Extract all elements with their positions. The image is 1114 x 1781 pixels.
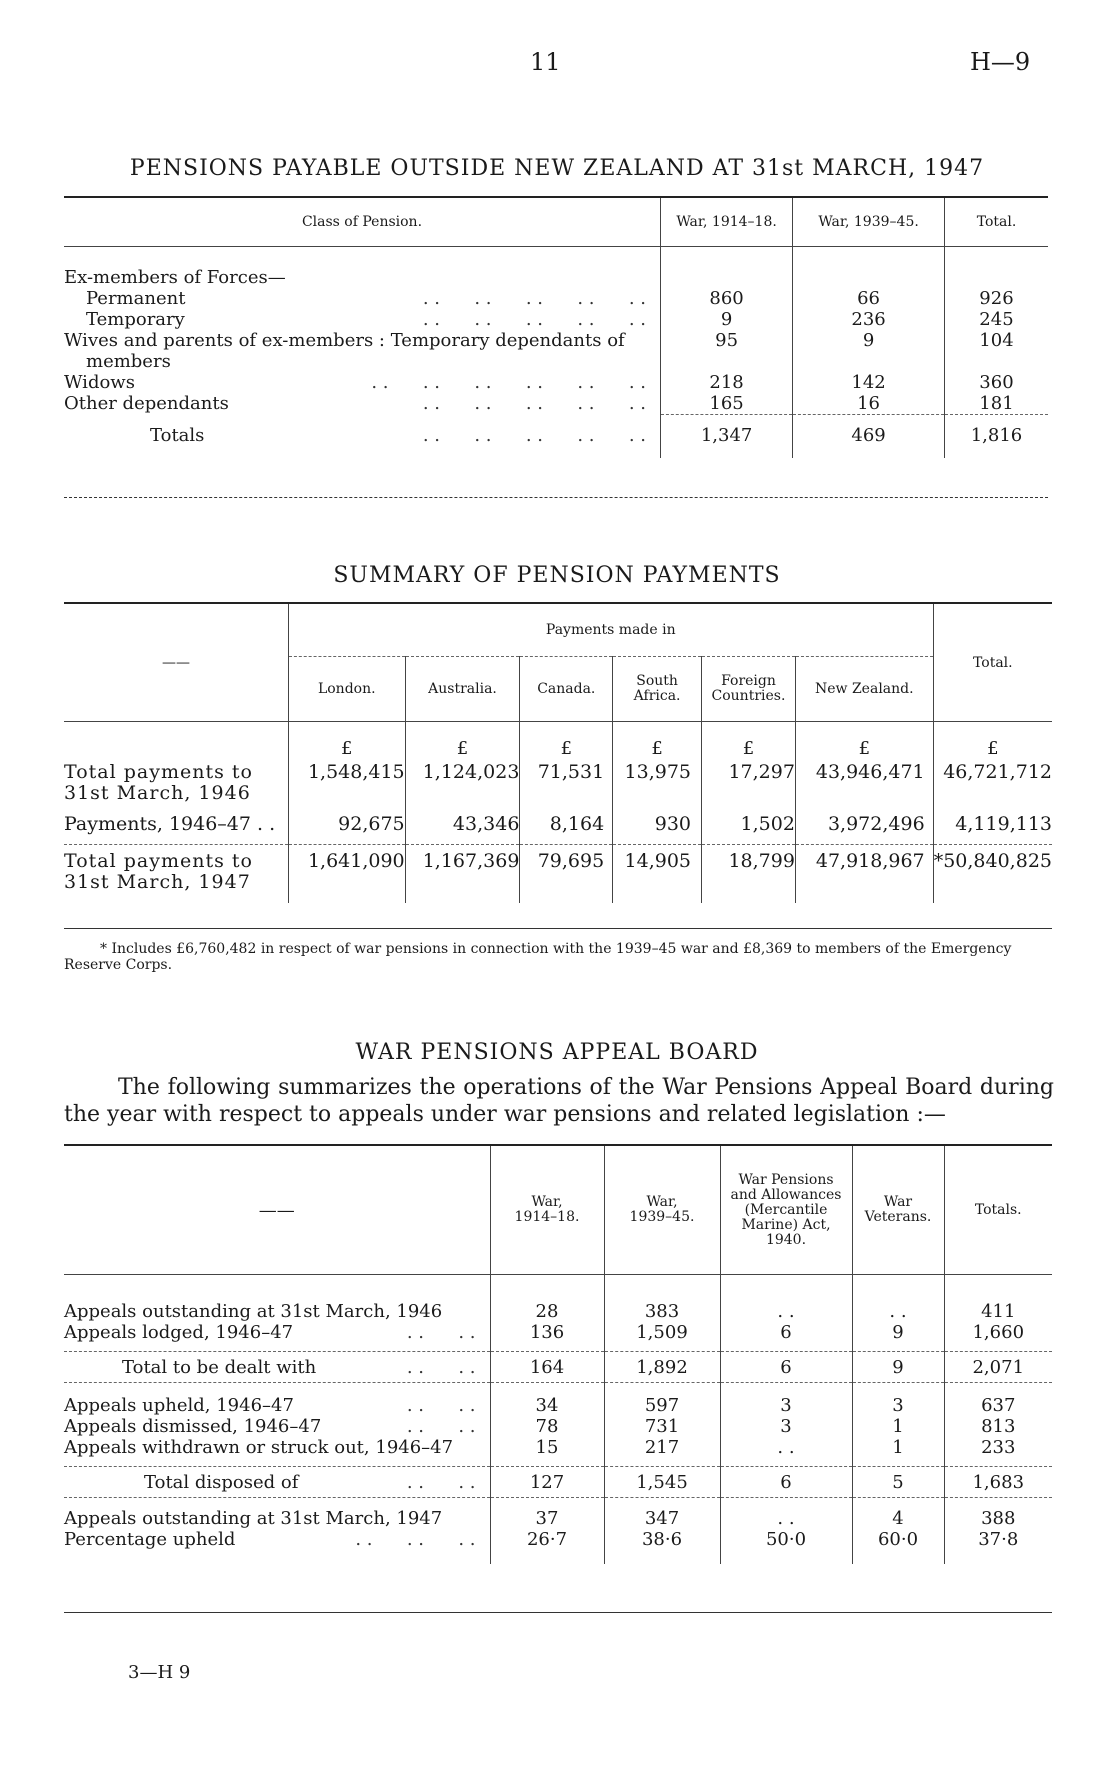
cell: 4,119,113 — [933, 804, 1052, 845]
cell: . . — [720, 1508, 852, 1529]
row-label: Appeals withdrawn or struck out, 1946–47 — [64, 1437, 454, 1458]
table-header-row — [64, 198, 1048, 247]
cell: 1,548,415 — [288, 762, 405, 804]
cell: 46,721,712 — [933, 762, 1052, 804]
page-number: 11 — [530, 48, 561, 76]
currency-symbol: £ — [795, 722, 933, 763]
cell: 1,167,369 — [405, 845, 520, 904]
totals-label: Totals — [150, 424, 205, 446]
cell: 34 — [490, 1395, 604, 1416]
cell: 79,695 — [520, 845, 613, 904]
table-row — [64, 393, 1048, 415]
page-footer-code: 3—H 9 — [128, 1662, 191, 1683]
cell: 9 — [793, 330, 945, 372]
table-row — [64, 1508, 1052, 1529]
cell: 26·7 — [490, 1529, 604, 1550]
totals-row — [64, 425, 1048, 446]
group-row — [64, 267, 1048, 288]
table-row — [64, 1416, 1052, 1437]
footnote: * Includes £6,760,482 in respect of war pensions in connection with the 1939–45 war and £8,369 to members of the Emergency Reserve Corps. — [64, 941, 1012, 973]
appeal-board-title: WAR PENSIONS APPEAL BOARD — [355, 1040, 759, 1065]
cell: 50·0 — [720, 1529, 852, 1550]
cell: 47,918,967 — [795, 845, 933, 904]
col-header-total: Total. — [944, 198, 1048, 247]
rule — [64, 928, 1052, 929]
cell: 411 — [944, 1301, 1052, 1322]
cell: . . — [852, 1301, 944, 1322]
table-row — [64, 845, 1052, 904]
row-label: Appeals upheld, 1946–47 — [64, 1395, 294, 1416]
cell: 142 — [793, 372, 945, 393]
leader-dots: . . . . . . . . . . — [422, 309, 646, 330]
cell: 1,641,090 — [288, 845, 405, 904]
group-header: Payments made in — [288, 604, 933, 657]
leader-dots: . . . . . . . . . . . . — [371, 372, 646, 393]
cell: 383 — [604, 1301, 720, 1322]
cell: 95 — [661, 330, 793, 372]
cell: 1,816 — [944, 425, 1048, 446]
table-row — [64, 372, 1048, 393]
cell: 60·0 — [852, 1529, 944, 1550]
cell: 16 — [793, 393, 945, 415]
cell: 37·8 — [944, 1529, 1052, 1550]
cell: 1,124,023 — [405, 762, 520, 804]
row-label: Payments, 1946–47 . . — [64, 812, 276, 835]
cell: 9 — [852, 1322, 944, 1343]
cell: 5 — [852, 1467, 944, 1498]
row-label: Permanent — [86, 288, 186, 309]
cell: 597 — [604, 1395, 720, 1416]
cell: 8,164 — [520, 804, 613, 845]
leader-dots: . . . . . . . . . . — [422, 424, 646, 446]
row-label: Wives and parents of ex-members : Temporary dependants of members — [64, 330, 625, 372]
cell: 1,892 — [604, 1352, 720, 1383]
blank-header: —— — [258, 1199, 295, 1221]
row-label: Total payments to 31st March, 1947 — [64, 850, 253, 893]
cell: 731 — [604, 1416, 720, 1437]
col-header-war-1914: War, 1914–18. — [661, 198, 793, 247]
cell: 181 — [944, 393, 1048, 415]
cell: 165 — [661, 393, 793, 415]
cell: 1,347 — [661, 425, 793, 446]
leader-dots: . . . . — [406, 1356, 476, 1378]
table-row — [64, 309, 1048, 330]
cell: 637 — [944, 1395, 1052, 1416]
subtotal-row — [64, 1467, 1052, 1498]
cell: *50,840,825 — [933, 845, 1052, 904]
col-header-new-zealand: New Zealand. — [795, 657, 933, 722]
currency-symbol: £ — [702, 722, 796, 763]
rule — [64, 497, 1048, 498]
row-label: Appeals outstanding at 31st March, 1947 — [64, 1508, 443, 1529]
cell: 43,346 — [405, 804, 520, 845]
cell: 1,545 — [604, 1467, 720, 1498]
row-label: Total payments to 31st March, 1946 — [64, 761, 253, 804]
rule — [64, 1612, 1052, 1613]
cell: 71,531 — [520, 762, 613, 804]
col-header-foreign: Foreign Countries. — [702, 657, 796, 722]
col-header-war-1939: War, 1939–45. — [604, 1146, 720, 1275]
row-label: Other dependants — [64, 393, 229, 414]
currency-symbol: £ — [405, 722, 520, 763]
row-label: Percentage upheld — [64, 1529, 236, 1550]
cell: 13,975 — [613, 762, 702, 804]
cell: . . — [720, 1437, 852, 1458]
pensions-outside-title: PENSIONS PAYABLE OUTSIDE NEW ZEALAND AT 31st MARCH, 1947 — [129, 156, 985, 181]
cell: 127 — [490, 1467, 604, 1498]
cell: 18,799 — [702, 845, 796, 904]
row-label: Temporary — [86, 309, 185, 330]
col-header-total: Total. — [933, 604, 1052, 722]
col-header-war-1914: War, 1914–18. — [490, 1146, 604, 1275]
cell: 233 — [944, 1437, 1052, 1458]
cell: 245 — [944, 309, 1048, 330]
col-header-class: Class of Pension. — [64, 198, 661, 247]
page-code: H—9 — [970, 48, 1031, 76]
col-header-war-1939: War, 1939–45. — [793, 198, 945, 247]
leader-dots: . . . . . . — [355, 1529, 476, 1550]
cell: 2,071 — [944, 1352, 1052, 1383]
cell: 926 — [944, 288, 1048, 309]
cell: 92,675 — [288, 804, 405, 845]
leader-dots: . . . . — [406, 1395, 476, 1416]
cell: 3 — [852, 1395, 944, 1416]
cell: 1,502 — [702, 804, 796, 845]
leader-dots: . . . . — [406, 1471, 476, 1493]
table-row — [64, 1322, 1052, 1343]
cell: 9 — [852, 1352, 944, 1383]
row-label: Appeals outstanding at 31st March, 1946 — [64, 1301, 443, 1322]
cell: 3,972,496 — [795, 804, 933, 845]
cell: 217 — [604, 1437, 720, 1458]
cell: 15 — [490, 1437, 604, 1458]
leader-dots: . . . . . . . . . . — [422, 393, 646, 414]
cell: 164 — [490, 1352, 604, 1383]
cell: 78 — [490, 1416, 604, 1437]
col-header-canada: Canada. — [520, 657, 613, 722]
col-header-australia: Australia. — [405, 657, 520, 722]
cell: 6 — [720, 1322, 852, 1343]
row-label: Widows — [64, 372, 135, 393]
cell: 1,660 — [944, 1322, 1052, 1343]
blank-header: —— — [161, 654, 190, 671]
cell: 860 — [661, 288, 793, 309]
cell: 1 — [852, 1416, 944, 1437]
table-header-row — [64, 1146, 1052, 1275]
cell: 136 — [490, 1322, 604, 1343]
appeal-board-table — [64, 1146, 1052, 1564]
row-label: Appeals dismissed, 1946–47 — [64, 1416, 322, 1437]
cell: 43,946,471 — [795, 762, 933, 804]
cell: 930 — [613, 804, 702, 845]
cell: 813 — [944, 1416, 1052, 1437]
leader-dots: . . . . — [406, 1322, 476, 1343]
table-row — [64, 1395, 1052, 1416]
table-row — [64, 1529, 1052, 1550]
table-row — [64, 288, 1048, 309]
cell: 469 — [793, 425, 945, 446]
cell: 218 — [661, 372, 793, 393]
cell: 1 — [852, 1437, 944, 1458]
cell: 14,905 — [613, 845, 702, 904]
pensions-outside-table — [64, 198, 1048, 458]
cell: 1,683 — [944, 1467, 1052, 1498]
col-header-south-africa: South Africa. — [613, 657, 702, 722]
currency-symbol: £ — [288, 722, 405, 763]
cell: 28 — [490, 1301, 604, 1322]
currency-symbol: £ — [613, 722, 702, 763]
cell: 66 — [793, 288, 945, 309]
cell: 17,297 — [702, 762, 796, 804]
leader-dots: . . . . — [406, 1416, 476, 1437]
row-label: Total to be dealt with — [122, 1356, 317, 1378]
col-header-totals: Totals. — [944, 1146, 1052, 1275]
cell: 6 — [720, 1467, 852, 1498]
table-row — [64, 762, 1052, 804]
leader-dots: . . . . . . . . . . — [422, 288, 646, 309]
cell: 388 — [944, 1508, 1052, 1529]
cell: 347 — [604, 1508, 720, 1529]
col-header-veterans: War Veterans. — [852, 1146, 944, 1275]
summary-title: SUMMARY OF PENSION PAYMENTS — [333, 563, 781, 588]
row-label: Total disposed of — [144, 1471, 299, 1493]
table-row — [64, 1301, 1052, 1322]
appeal-board-intro: The following summarizes the operations of the War Pensions Appeal Board during the year with respect to appeals under war pensions and related legislation :— — [64, 1075, 1054, 1127]
cell: 3 — [720, 1416, 852, 1437]
summary-table — [64, 604, 1052, 903]
cell: 104 — [944, 330, 1048, 372]
subtotal-row — [64, 1352, 1052, 1383]
col-header-london: London. — [288, 657, 405, 722]
cell: 3 — [720, 1395, 852, 1416]
group-label: Ex-members of Forces— — [64, 267, 286, 288]
cell: 1,509 — [604, 1322, 720, 1343]
row-label: Appeals lodged, 1946–47 — [64, 1322, 294, 1343]
table-row — [64, 804, 1052, 845]
cell: 6 — [720, 1352, 852, 1383]
currency-symbol: £ — [520, 722, 613, 763]
cell: 360 — [944, 372, 1048, 393]
table-row — [64, 330, 1048, 372]
cell: . . — [720, 1301, 852, 1322]
cell: 9 — [661, 309, 793, 330]
col-header-mercantile: War Pensions and Allowances (Mercantile Marine) Act, 1940. — [720, 1146, 852, 1275]
table-row — [64, 1437, 1052, 1458]
cell: 37 — [490, 1508, 604, 1529]
cell: 236 — [793, 309, 945, 330]
cell: 38·6 — [604, 1529, 720, 1550]
currency-symbol: £ — [933, 722, 1052, 763]
cell: 4 — [852, 1508, 944, 1529]
